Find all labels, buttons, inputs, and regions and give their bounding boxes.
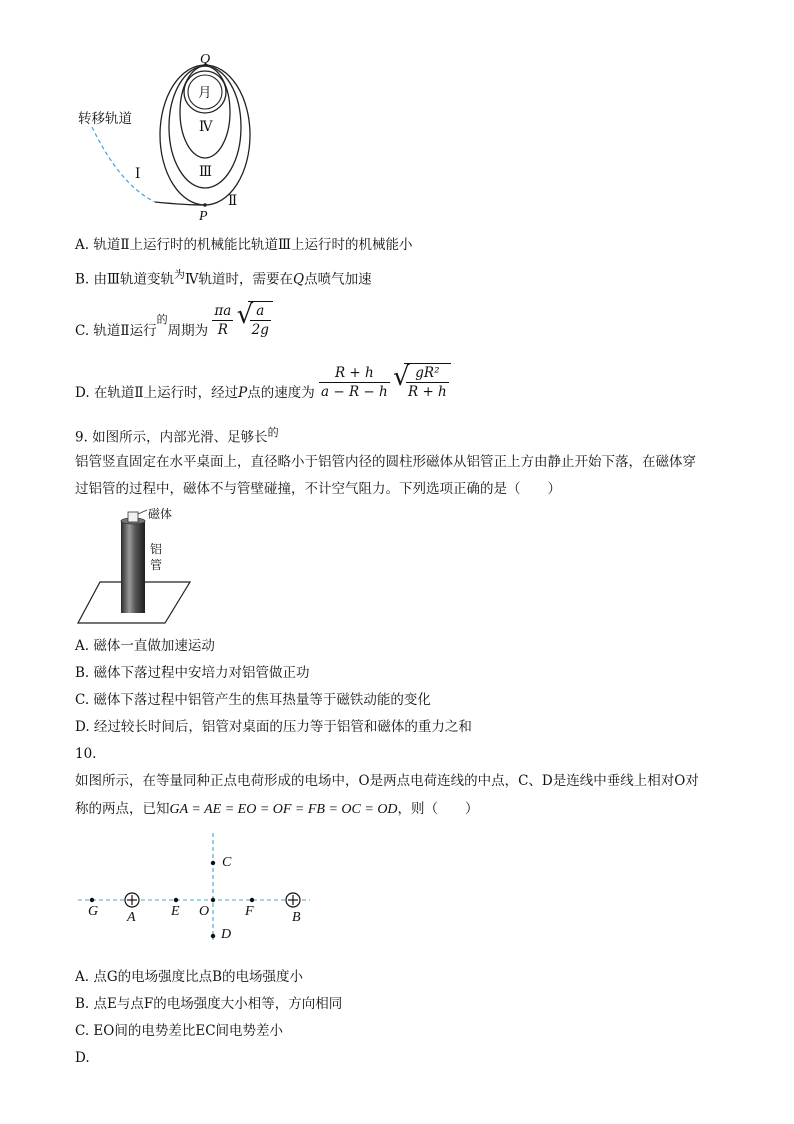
label-orbit-IV: Ⅳ [199, 119, 213, 135]
q9-option-d: D. 经过较长时间后，铝管对桌面的压力等于铝管和磁体的重力之和 [75, 719, 472, 735]
point-G-dot [90, 898, 94, 902]
q8-option-c-post: 周期为 [167, 323, 209, 339]
q8-option-b-pre: B. 由Ⅲ轨道变轨 [75, 271, 175, 288]
charge-B [286, 893, 300, 907]
label-G: G [88, 904, 99, 919]
q8-option-b-post: Ⅳ轨道时，需要在 [185, 271, 294, 288]
magnet-pointer-line [138, 510, 147, 514]
q10-option-b: B. 点E与点F的电场强度大小相等，方向相同 [75, 996, 343, 1012]
aluminum-tube [121, 521, 145, 613]
q10-option-a: A. 点G的电场强度比点B的电场强度小 [75, 969, 304, 985]
label-B: B [292, 910, 301, 925]
q10-option-c: C. EO间的电势差比EC间电势差小 [75, 1023, 284, 1039]
q9-option-a: A. 磁体一直做加速运动 [75, 638, 215, 654]
q8-option-c-fraction [212, 302, 233, 339]
label-F: F [245, 904, 254, 919]
q10-number: 10. [75, 746, 97, 762]
label-A: A [127, 910, 136, 925]
q10-stem-line1: 如图所示，在等量同种正点电荷形成的电场中，O是两点电荷连线的中点，C、D是连线中垂线上相对O对 [75, 773, 699, 789]
q8-option-d-rad-den: R + h [408, 384, 447, 400]
q10-option-d: D. [75, 1050, 90, 1066]
q8-option-b [75, 266, 372, 289]
q8-option-c-rad-den: 2g [251, 322, 269, 338]
q8-option-c [75, 300, 273, 340]
transfer-orbit-dashed [92, 127, 155, 202]
magnet [128, 512, 138, 522]
point-D-dot [211, 934, 215, 938]
q8-option-a: A. 轨道Ⅱ上运行时的机械能比轨道Ⅲ上运行时的机械能小 [75, 237, 413, 253]
q10-stem-line2 [75, 800, 479, 819]
label-E: E [171, 904, 180, 919]
q8-option-b-var: Q [293, 271, 305, 288]
q8-option-c-small: 的 [156, 313, 168, 326]
label-tube-2: 管 [150, 558, 163, 572]
label-orbit-II: Ⅱ [228, 193, 238, 209]
q8-option-d-radical [404, 363, 451, 401]
q8-option-d-num: R + h [319, 364, 390, 383]
label-moon: 月 [198, 85, 212, 101]
label-O: O [199, 904, 210, 919]
label-tube-1: 铝 [150, 542, 163, 556]
q8-option-d-var: P [238, 385, 248, 401]
label-D: D [221, 927, 232, 942]
magnet-tube-figure [75, 505, 200, 630]
label-P: P [199, 209, 208, 224]
label-magnet: 磁体 [148, 507, 173, 521]
q8-option-c-num: πa [214, 302, 232, 319]
q10-stem2-equation: GA = AE = EO = OF = FB = OC = OD [169, 802, 398, 817]
q9-stem-line2: 铝管竖直固定在水平桌面上，直径略小于铝管内径的圆柱形磁体从铝管正上方由静止开始下落，在磁体穿 [75, 454, 696, 470]
q10-stem2-pre: 称的两点，已知 [75, 801, 170, 817]
q8-option-c-rad-num: √ a [250, 302, 271, 321]
q8-option-d-post: 点的速度为 [247, 385, 315, 401]
q8-option-c-den: R [217, 321, 228, 338]
label-Q: Q [200, 52, 211, 67]
point-C-dot [211, 861, 215, 865]
charges-figure [75, 830, 325, 945]
q8-option-d-rad-num: √ gR² [406, 364, 449, 383]
label-transfer-orbit: 转移轨道 [78, 111, 132, 127]
q9-stem-line3: 过铝管的过程中，磁体不与管壁碰撞，不计空气阻力。下列选项正确的是（ ） [75, 481, 561, 497]
q9-stem1: 9. 如图所示，内部光滑、足够长 [75, 429, 268, 446]
label-orbit-III: Ⅲ [199, 164, 213, 180]
q8-option-b-end: 点喷气加速 [304, 271, 372, 288]
point-E-dot [174, 898, 178, 902]
q9-stem1-small: 的 [267, 426, 279, 439]
label-C: C [222, 855, 232, 870]
q8-option-c-pre: C. 轨道Ⅱ运行 [75, 323, 157, 339]
q8-option-d-pre: D. 在轨道Ⅱ上运行时，经过 [75, 385, 239, 401]
point-F-dot [250, 898, 254, 902]
orbit-figure [60, 45, 280, 230]
q8-option-d-fraction [319, 364, 390, 401]
q9-option-b: B. 磁体下落过程中安培力对铝管做正功 [75, 665, 310, 681]
q10-stem2-post: ，则（ ） [397, 801, 479, 817]
q8-option-d-den: a − R − h [321, 383, 388, 400]
q8-option-b-small: 为 [174, 268, 186, 281]
label-orbit-I: I [135, 166, 141, 182]
q9-stem-line1 [75, 424, 279, 447]
q8-option-d [75, 362, 451, 402]
q8-option-c-radical [248, 301, 273, 339]
point-O-dot [211, 898, 215, 902]
q9-option-c: C. 磁体下落过程中铝管产生的焦耳热量等于磁铁动能的变化 [75, 692, 431, 708]
charge-A [125, 893, 139, 907]
point-P-dot [203, 203, 207, 207]
